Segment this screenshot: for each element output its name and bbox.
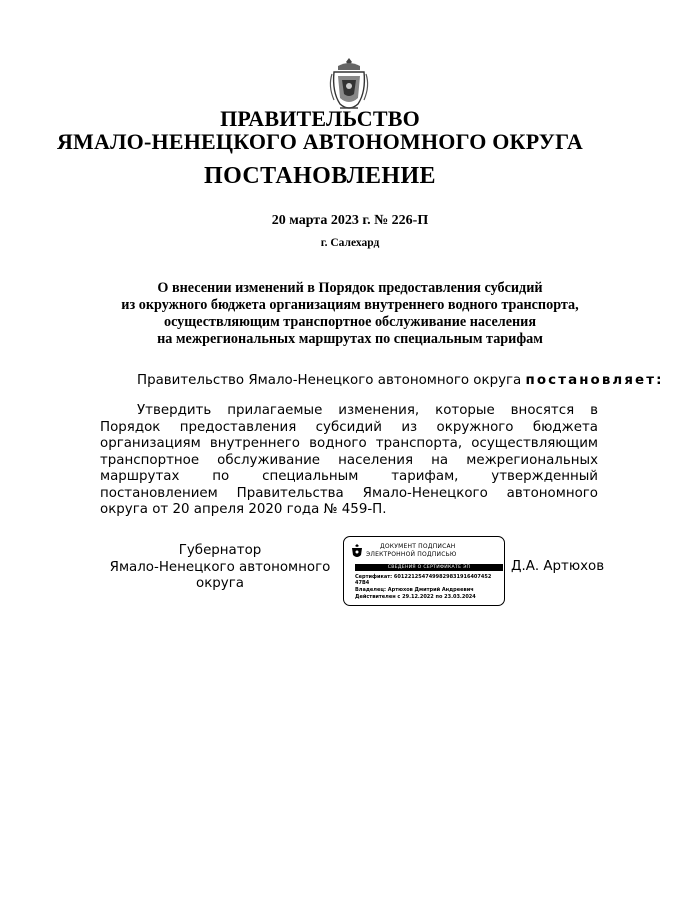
government-name-line2: ЯМАЛО-НЕНЕЦКОГО АВТОНОМНОГО ОКРУГА bbox=[56, 129, 584, 154]
signatory-title-line1: Губернатор bbox=[178, 543, 262, 558]
title-line: осуществляющим транспортное обслуживание населения bbox=[163, 314, 537, 330]
document-title bbox=[60, 280, 640, 348]
title-line: из окружного бюджета организациям внутреннего водного транспорта, bbox=[121, 297, 579, 313]
stamp-header-line1: ДОКУМЕНТ ПОДПИСАН bbox=[380, 543, 456, 550]
preamble-text: Правительство Ямало-Ненецкого автономного округа bbox=[137, 373, 526, 388]
stamp-owner: Владелец: Артюхов Дмитрий Андреевич bbox=[355, 587, 474, 593]
coat-of-arms-icon bbox=[350, 544, 364, 559]
title-line: О внесении изменений в Порядок предоставления субсидий bbox=[157, 280, 543, 296]
document-city: г. Салехард bbox=[320, 237, 380, 249]
stamp-certificate: Сертификат: 6012212547499829831916407452 bbox=[355, 574, 492, 580]
stamp-header-line2: ЭЛЕКТРОННОЙ ПОДПИСЬЮ bbox=[366, 551, 457, 558]
signatory-title-line2: Ямало-Ненецкого автономного округа bbox=[109, 559, 331, 591]
document-date-number: 20 марта 2023 г. № 226-П bbox=[271, 213, 429, 228]
electronic-signature-stamp bbox=[343, 536, 505, 606]
body-paragraph: Утвердить прилагаемые изменения, которые вносятся в Порядок предоставления субсидий из окружного бюджета организациям внутреннего водного транспорта, осуществляющим транспортное обслуживание населения на межрегиональных маршрутах по специальным тарифам, утвержденный постановлением Правительства Ямало-Ненецкого автономного округа от 20 апреля 2020 года № 459-П. bbox=[100, 403, 598, 517]
stamp-info-bar: СВЕДЕНИЯ О СЕРТИФИКАТЕ ЭП bbox=[355, 564, 503, 571]
preamble-verb: постановляет: bbox=[525, 373, 664, 388]
signatory-name: Д.А. Артюхов bbox=[511, 559, 605, 574]
title-line: на межрегиональных маршрутах по специальным тарифам bbox=[157, 331, 543, 347]
preamble bbox=[137, 373, 664, 388]
signatory-title bbox=[100, 543, 340, 593]
stamp-validity: Действителен с 29.12.2022 по 23.03.2024 bbox=[355, 594, 476, 600]
stamp-certificate-cont: 47B4 bbox=[355, 580, 370, 586]
document-type: ПОСТАНОВЛЕНИЕ bbox=[204, 163, 436, 189]
government-name-line1: ПРАВИТЕЛЬСТВО bbox=[220, 106, 420, 131]
